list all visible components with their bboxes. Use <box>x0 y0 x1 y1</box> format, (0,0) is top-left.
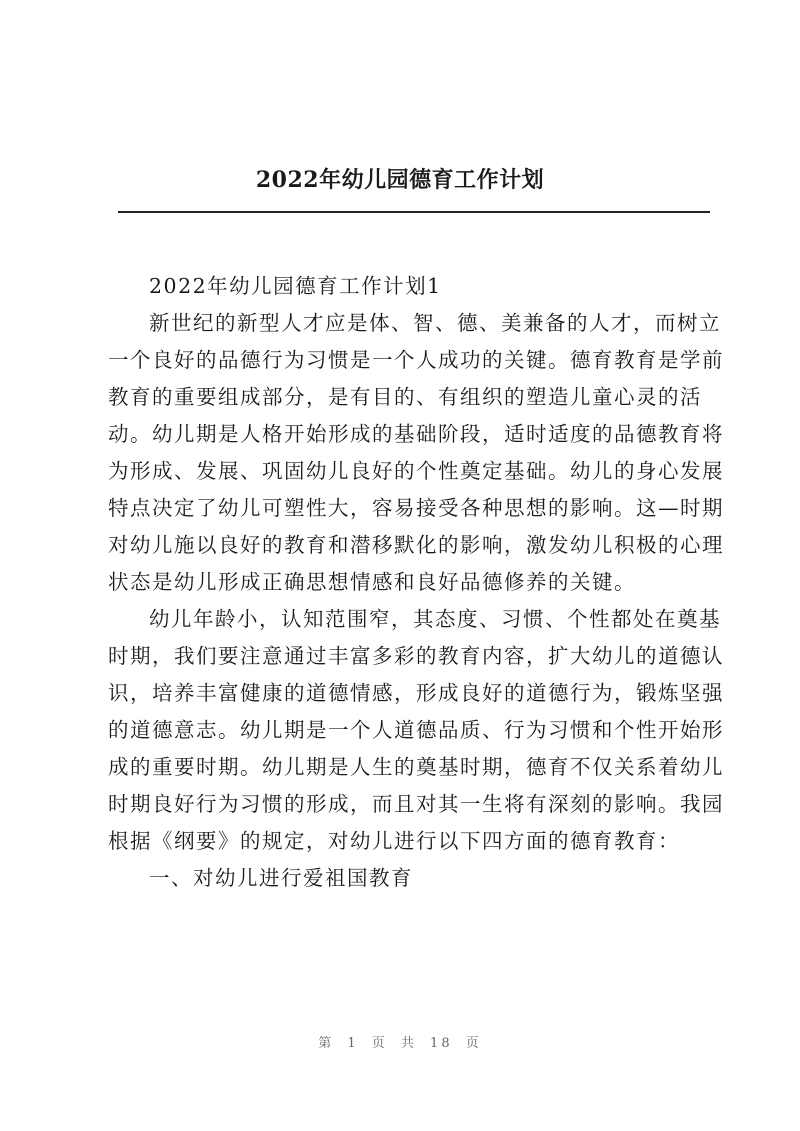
paragraph-line: 特点决定了幼儿可塑性大，容易接受各种思想的影响。这—时期 <box>108 496 724 520</box>
paragraph-line: 根据《纲要》的规定，对幼儿进行以下四方面的德育教育： <box>108 829 680 853</box>
subsection-heading: 一、对幼儿进行爱祖国教育 <box>149 866 413 890</box>
paragraph-line: 新世纪的新型人才应是体、智、德、美兼备的人才，而树立 <box>149 311 721 335</box>
paragraph-line: 一个良好的品德行为习惯是一个人成功的关键。德育教育是学前 <box>108 348 724 372</box>
paragraph-line: 对幼儿施以良好的教育和潜移默化的影响，激发幼儿积极的心理 <box>108 533 724 557</box>
document-title: 2022年幼儿园德育工作计划 <box>255 167 545 193</box>
paragraph-line: 时期良好行为习惯的形成，而且对其一生将有深刻的影响。我园 <box>108 792 724 816</box>
paragraph-line: 成的重要时期。幼儿期是人生的奠基时期，德育不仅关系着幼儿 <box>108 755 724 779</box>
paragraph-line: 时期，我们要注意通过丰富多彩的教育内容，扩大幼儿的道德认 <box>108 644 724 668</box>
page-number: 第 1 页 共 18 页 <box>318 1036 482 1051</box>
paragraph-line: 的道德意志。幼儿期是一个人道德品质、行为习惯和个性开始形 <box>108 718 724 742</box>
paragraph-line: 教育的重要组成部分，是有目的、有组织的塑造儿童心灵的活 <box>108 385 702 409</box>
document-body <box>108 268 724 897</box>
paragraph-line: 为形成、发展、巩固幼儿良好的个性奠定基础。幼儿的身心发展 <box>108 459 724 483</box>
paragraph-line: 状态是幼儿形成正确思想情感和良好品德修养的关键。 <box>108 570 636 594</box>
section-heading: 2022年幼儿园德育工作计划1 <box>149 274 442 298</box>
paragraph-line: 幼儿年龄小，认知范围窄，其态度、习惯、个性都处在奠基 <box>149 607 721 631</box>
title-underline <box>118 211 710 213</box>
paragraph-line: 动。幼儿期是人格开始形成的基础阶段，适时适度的品德教育将 <box>108 422 724 446</box>
paragraph-line: 识，培养丰富健康的道德情感，形成良好的道德行为，锻炼坚强 <box>108 681 724 705</box>
